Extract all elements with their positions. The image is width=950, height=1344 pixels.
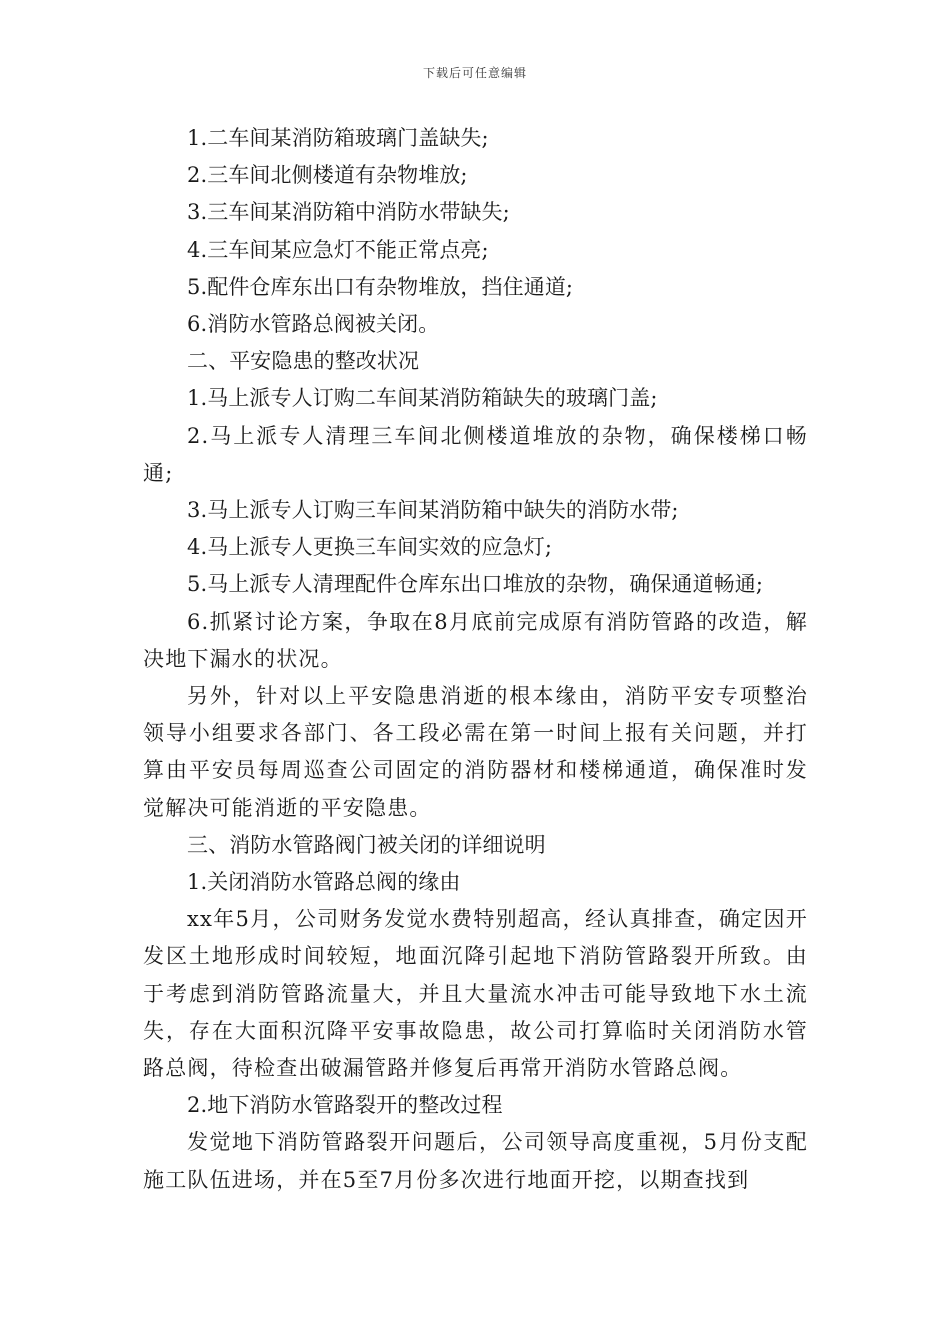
- list-item: 2.马上派专人清理三车间北侧楼道堆放的杂物，确保楼梯口畅通;: [143, 423, 808, 485]
- list-item: 3.三车间某消防箱中消防水带缺失;: [187, 200, 510, 225]
- list-item: 1.马上派专人订购二车间某消防箱缺失的玻璃门盖;: [187, 386, 658, 411]
- section-heading: 三、消防水管路阀门被关闭的详细说明: [187, 832, 546, 857]
- document-body: [143, 120, 808, 1199]
- list-item: 6.消防水管路总阀被关闭。: [187, 312, 440, 337]
- list-item: 2.三车间北侧楼道有杂物堆放;: [187, 163, 468, 188]
- list-item: 4.三车间某应急灯不能正常点亮;: [187, 237, 489, 262]
- subsection-heading: 1.关闭消防水管路总阀的缘由: [187, 870, 461, 895]
- list-item: 3.马上派专人订购三车间某消防箱中缺失的消防水带;: [187, 498, 679, 523]
- body-paragraph: xx年5月，公司财务发觉水费特别超高，经认真排查，确定因开发区土地形成时间较短，地面沉降引起地下消防管路裂开所致。由于考虑到消防管路流量大，并且大量流水冲击可能导致地下水土流失，存在大面积沉降平安事故隐患，故公司打算临时关闭消防水管路总阀，待检查出破漏管路并修复后再常开消防水管路总阀。: [143, 907, 808, 1081]
- list-item: 4.马上派专人更换三车间实效的应急灯;: [187, 535, 553, 560]
- subsection-heading: 2.地下消防水管路裂开的整改过程: [187, 1093, 503, 1118]
- list-item: 5.配件仓库东出口有杂物堆放，挡住通道;: [187, 274, 574, 299]
- list-item: 5.马上派专人清理配件仓库东出口堆放的杂物，确保通道畅通;: [187, 572, 764, 597]
- list-item: 1.二车间某消防箱玻璃门盖缺失;: [187, 126, 489, 150]
- body-paragraph: 发觉地下消防管路裂开问题后，公司领导高度重视，5月份支配施工队伍进场，并在5至7月份多次进行地面开挖，以期查找到: [143, 1130, 808, 1192]
- section-heading: 二、平安隐患的整改状况: [187, 349, 420, 374]
- body-paragraph: 另外，针对以上平安隐患消逝的根本缘由，消防平安专项整治领导小组要求各部门、各工段必需在第一时间上报有关问题，并打算由平安员每周巡查公司固定的消防器材和楼梯通道，确保准时发觉解决可能消逝的平安隐患。: [143, 684, 808, 820]
- list-item: 6.抓紧讨论方案，争取在8月底前完成原有消防管路的改造，解决地下漏水的状况。: [143, 609, 808, 671]
- page-header: 下载后可任意编辑: [422, 66, 527, 80]
